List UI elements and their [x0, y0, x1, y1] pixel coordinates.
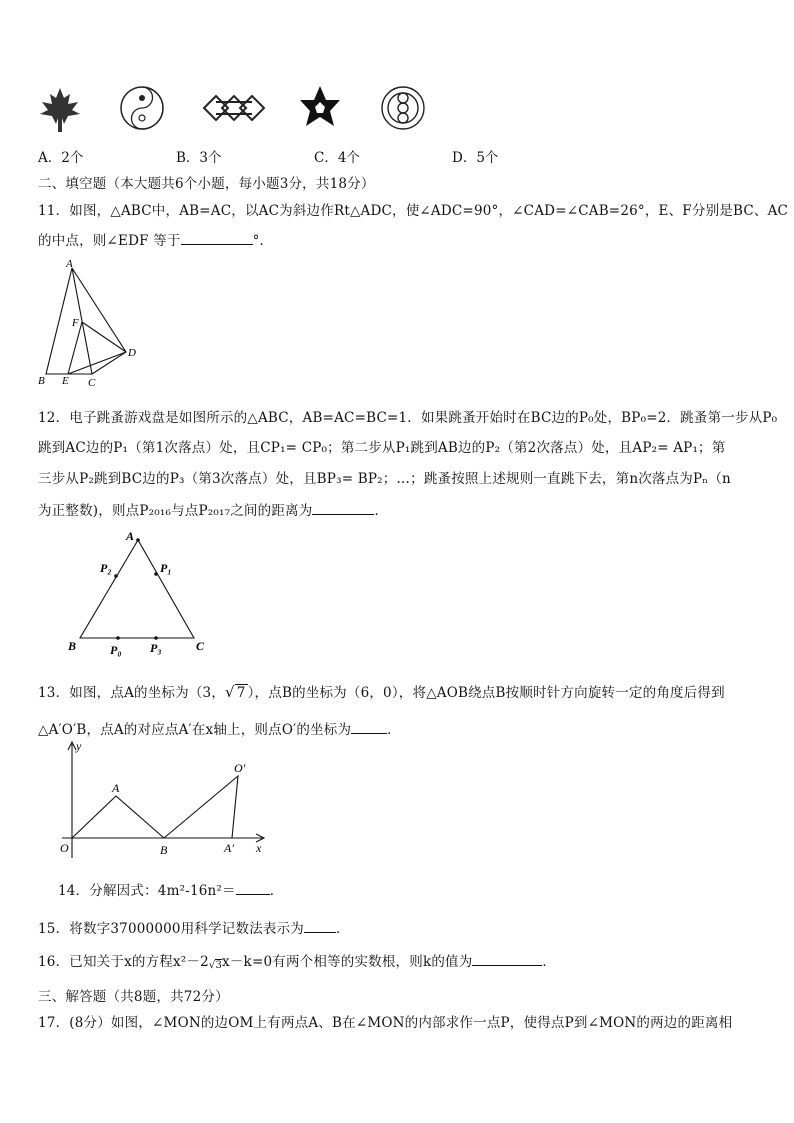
- question-11-line-1: 11．如图，△ABC中，AB=AC，以AC为斜边作Rt△ADC，使∠ADC=90°，∠CAD=∠CAB=26°，E、F分别是BC、AC: [38, 203, 789, 219]
- question-16-text-a: 16．已知关于x的方程x²－2: [38, 954, 209, 970]
- question-16-text-b: x－k=0有两个相等的实数根，则k的值为: [222, 954, 473, 970]
- question-14-text: 14．分解因式：4m²-16n²＝: [58, 883, 236, 899]
- answer-blank: [472, 953, 542, 966]
- fig12-label-c: C: [196, 639, 205, 653]
- question-12-end: ．: [374, 503, 389, 519]
- question-17-line-1: 17．(8分）如图，∠MON的边OM上有两点A、B在∠MON的内部求作一点P，使得点P到∠MON的两边的距离相: [38, 1015, 733, 1031]
- figure-q11: [34, 256, 144, 390]
- fig11-label-c: C: [88, 377, 96, 389]
- option-b: B．3个: [176, 150, 222, 166]
- question-12-line-4: [38, 499, 388, 519]
- question-11-line-2: [38, 229, 273, 249]
- fig12-label-a: A: [126, 529, 135, 543]
- fig11-label-a: A: [66, 258, 73, 270]
- sqrt-symbol: √: [208, 960, 216, 971]
- question-13-text-b: ），点B的坐标为（6，0），将△AOB绕点B按顺时针方向旋转一定的角度后得到: [247, 685, 725, 701]
- yin-yang-icon: [121, 87, 163, 129]
- fig12-label-p2: P₂: [100, 561, 112, 575]
- fig12-label-p0: P₀: [110, 643, 122, 657]
- question-12-line-3: 三步从P₂跳到BC边的P₃（第3次落点）处，且BP₃= BP₂；…；跳蚤按照上述规则一直跳下去，第n次落点为Pₙ（n: [38, 471, 731, 487]
- option-c: C．4个: [314, 150, 360, 166]
- question-16-end: ．: [542, 954, 557, 970]
- icon-strip: [36, 80, 426, 136]
- question-11-text: 的中点，则∠EDF 等于: [38, 233, 181, 249]
- question-12-line-2: 跳到AC边的P₁（第1次落点）处，且CP₁= CP₀；第二步从P₁跳到AB边的P₂（第2次落点）处，且AP₂= AP₁；第: [38, 440, 726, 456]
- fig12-label-p1: P₁: [160, 561, 172, 575]
- star-flower-icon: [300, 86, 340, 126]
- figure-q13: [52, 738, 272, 862]
- question-15: [38, 917, 350, 937]
- question-15-end: ．: [336, 921, 350, 937]
- answer-blank: [312, 502, 374, 515]
- answer-blank: [351, 721, 387, 734]
- sqrt-symbol: √: [225, 683, 235, 701]
- fig11-label-e: E: [62, 375, 69, 387]
- fig11-label-d: D: [128, 347, 136, 359]
- sqrt-radicand: 7: [236, 685, 246, 701]
- fig12-label-b: B: [68, 639, 77, 653]
- fig13-label-b: B: [160, 843, 168, 857]
- question-12-line-1: 12．电子跳蚤游戏盘是如图所示的△ABC，AB=AC=BC=1．如果跳蚤开始时在BC边的P₀处，BP₀=2．跳蚤第一步从P₀: [38, 410, 778, 426]
- question-13-line-1: [38, 681, 725, 701]
- sqrt-radicand: 3: [215, 960, 223, 971]
- knot-pattern-icon: [204, 96, 264, 120]
- fig13-label-o-prime: O′: [234, 761, 246, 775]
- answer-blank: [304, 920, 336, 933]
- fig13-label-a-prime: A′: [224, 841, 234, 855]
- fig13-label-x: x: [256, 841, 262, 855]
- fig13-label-o: O: [60, 841, 69, 855]
- option-a: A．2个: [38, 150, 84, 166]
- figure-q12: [60, 526, 220, 660]
- fig11-label-b: B: [38, 375, 45, 387]
- question-13-text-a: 13．如图，点A的坐标为（3，: [38, 685, 226, 701]
- question-16: [38, 950, 556, 971]
- fig13-label-y: y: [76, 739, 82, 753]
- question-15-text: 15．将数字37000000用科学记数法表示为: [38, 921, 304, 937]
- option-d: D．5个: [452, 150, 499, 166]
- answer-blank: [236, 882, 270, 895]
- question-12-text: 为正整数)，则点P₂₀₁₆与点P₂₀₁₇之间的距离为: [38, 503, 313, 519]
- section-heading-solutions: 三、解答题（共8题，共72分）: [38, 989, 229, 1005]
- fig13-label-a: A: [112, 781, 120, 795]
- question-13-end: ．: [387, 722, 401, 738]
- nested-circles-icon: [382, 87, 424, 129]
- question-13-line-2: [38, 718, 401, 738]
- answer-blank: [181, 232, 253, 245]
- question-14: [58, 879, 283, 899]
- question-14-end: ．: [269, 883, 284, 899]
- fig11-label-f: F: [72, 317, 79, 329]
- maple-leaf-icon: [40, 88, 80, 132]
- fig12-label-p3: P₃: [150, 641, 162, 655]
- question-11-unit: °．: [252, 233, 274, 249]
- section-heading-fill-blank: 二、填空题（本大题共6个小题，每小题3分，共18分）: [38, 176, 375, 192]
- question-13-text: △A′O′B，点A的对应点A′在x轴上，则点O′的坐标为: [38, 722, 352, 738]
